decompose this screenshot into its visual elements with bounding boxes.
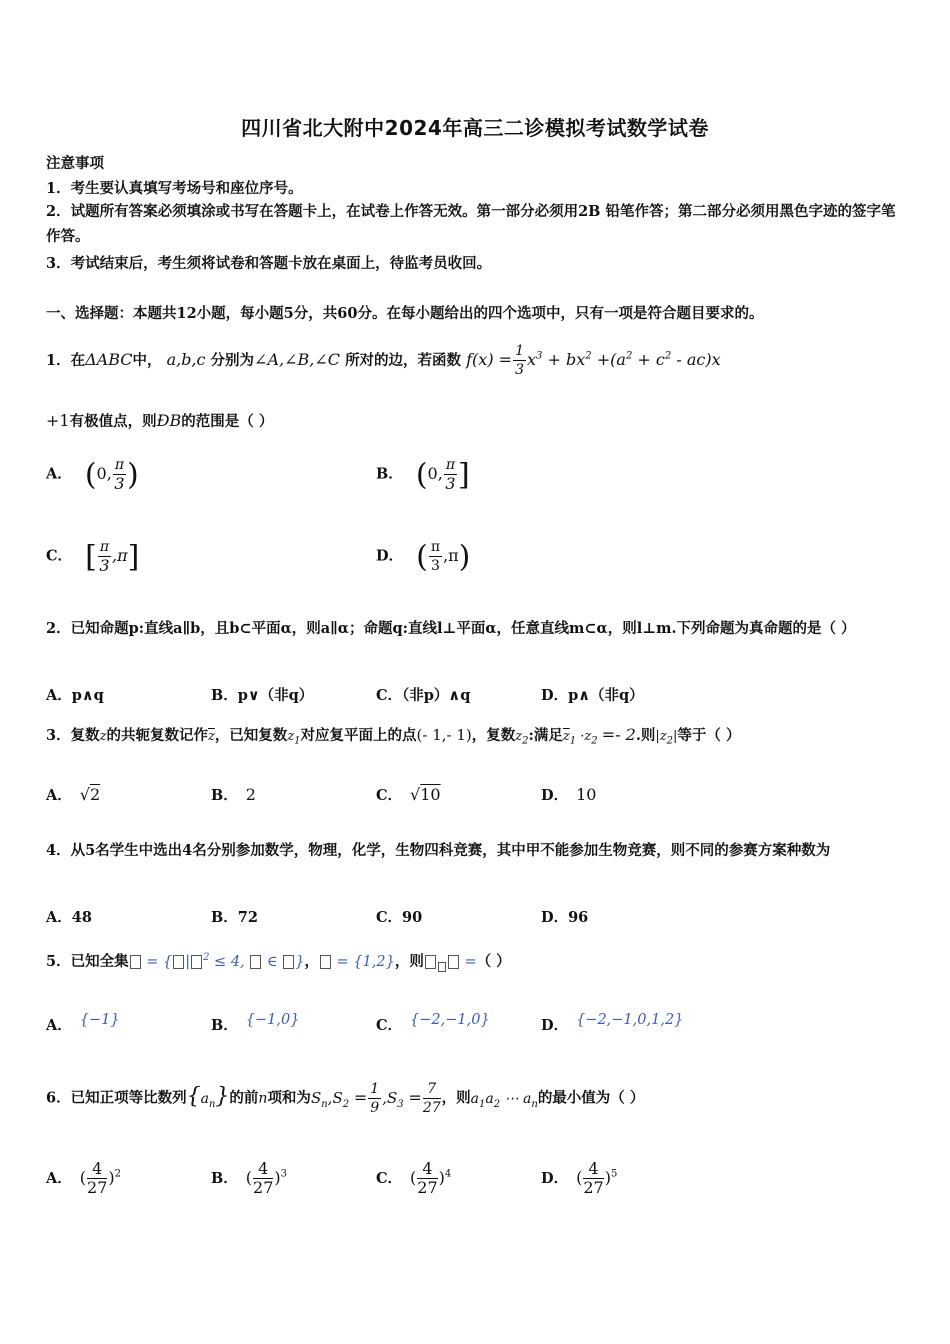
q3-text-2: 的共轭复数记作 — [106, 727, 208, 744]
q5-option-a-math: {−1} — [79, 1012, 120, 1028]
q3-text-7: .则 — [635, 727, 656, 744]
section-heading: 一、选择题：本题共12小题，每小题5分，共60分。在每小题给出的四个选项中，只有一项是符合题目要求的。 — [46, 305, 764, 322]
q6-text-4: ，则 — [441, 1089, 471, 1107]
q2-option-d[interactable]: D．p∧（非q） — [541, 687, 644, 704]
option-label: C． — [376, 1170, 403, 1187]
notice-item-1: 1．考生要认真填写考场号和座位序号。 — [46, 180, 303, 197]
question-5 — [46, 950, 511, 973]
q5-option-d-math: {−2,−1,0,1,2} — [576, 1012, 684, 1028]
q3-text-3: ，已知复数 — [214, 727, 288, 744]
option-label: D． — [541, 1170, 569, 1187]
q5-text-3: ，则 — [394, 953, 424, 970]
q1-option-b[interactable] — [376, 456, 470, 493]
option-label: D． — [541, 1017, 569, 1034]
option-label: D． — [376, 547, 404, 565]
q1-option-c-math: [ $\frac{\pi}{3}$ ,π] — [85, 539, 140, 575]
question-3 — [46, 724, 740, 747]
question-6 — [46, 1080, 644, 1117]
q3-z: z — [99, 729, 107, 744]
q6-option-d[interactable] — [541, 1160, 617, 1197]
q3-option-c-math: √10 — [410, 785, 441, 804]
option-label: A． — [46, 787, 72, 804]
q3-equation: $\overline{z}_1 \cdot z_2 =- 2$ — [562, 725, 636, 747]
q2-option-a[interactable]: A．p∧q — [46, 687, 104, 704]
q1-option-a-math: (0, $\frac{\pi}{3}$ ) — [84, 457, 139, 493]
q3-text-8: 等于（ ） — [677, 727, 741, 744]
q1-triangle: ΔABC — [85, 350, 133, 369]
option-label: B． — [376, 465, 403, 483]
q5-set-a: = {1,2} — [319, 954, 395, 970]
q1-angles: ∠A,∠B,∠C — [254, 350, 340, 369]
q4-option-a[interactable]: A．48 — [46, 909, 92, 926]
option-label: C． — [376, 1017, 403, 1034]
q6-option-a[interactable] — [46, 1160, 121, 1197]
q3-z2: $z_2$ — [515, 729, 529, 747]
q5-text-1: 5．已知全集 — [46, 953, 129, 970]
q3-option-b-math: 2 — [245, 785, 256, 804]
notice-item-3: 3．考试结束后，考生须将试卷和答题卡放在桌面上，待监考员收回。 — [46, 255, 492, 272]
q6-text-5: 的最小值为（ ） — [537, 1089, 645, 1107]
q6-option-b-math: ( $\frac{4}{27}$ )$^3$ — [245, 1159, 287, 1197]
q4-option-b[interactable]: B．72 — [211, 909, 258, 926]
option-label: D． — [541, 787, 569, 804]
q6-sums: $S_n,S_2$ = $\frac{1}{9}$ $,S_3$ = $\frac{7}{27}$ — [310, 1081, 441, 1116]
q3-z1: $z_1$ — [287, 729, 301, 747]
q1-text-5: 有极值点，则 — [69, 413, 157, 430]
q6-option-d-math: ( $\frac{4}{27}$ )$^5$ — [576, 1159, 618, 1197]
q2-option-c[interactable]: C．（非p）∧q — [376, 687, 471, 704]
q1-sides: a,b,c — [166, 350, 206, 369]
notice-heading: 注意事项 — [46, 155, 104, 172]
q2-option-b[interactable]: B．p∨（非q） — [211, 687, 314, 704]
q5-text-4: （ ） — [476, 953, 511, 970]
q6-sequence: $\{a_n\}$ — [186, 1083, 230, 1110]
question-2: 2．已知命题p:直线a∥b，且b⊂平面α，则a∥α；命题q:直线l⊥平面α，任意直线m⊂α，则l⊥m.下列命题为真命题的是（ ） — [46, 620, 856, 637]
q6-option-b[interactable] — [211, 1160, 287, 1197]
q3-point: (- 1,- 1) — [416, 726, 472, 744]
page-title: 四川省北大附中2024年高三二诊模拟考试数学试卷 — [241, 116, 709, 140]
q5-option-b[interactable] — [211, 1014, 299, 1035]
q6-option-c[interactable] — [376, 1160, 451, 1197]
option-label: B． — [211, 787, 238, 804]
q5-text-2: ， — [304, 953, 319, 970]
q5-option-c-math: {−2,−1,0} — [410, 1012, 490, 1028]
q1-text-6: 的范围是（ ） — [181, 413, 274, 430]
q1-text-1: 1．在 — [46, 352, 86, 369]
q6-option-a-math: ( $\frac{4}{27}$ )$^2$ — [79, 1159, 121, 1197]
q3-text-6: :满足 — [528, 727, 563, 744]
q5-complement: = — [424, 954, 477, 970]
q6-product: $a_1a_2$ ⋯ $a_n$ — [470, 1090, 538, 1110]
q1-option-c[interactable] — [46, 538, 139, 575]
q1-option-d[interactable] — [376, 538, 470, 575]
q3-abs-z2: $|z_2|$ — [655, 729, 678, 747]
q6-text-3: 项和为 — [267, 1089, 311, 1107]
q5-universal-set: = { | $^2$ ≤ 4, ∈ } — [129, 954, 305, 970]
q3-text-5: ，复数 — [471, 727, 516, 744]
q5-option-a[interactable] — [46, 1014, 120, 1035]
q3-zbar: $\overline{z}$ — [207, 729, 215, 744]
question-4: 4．从5名学生中选出4名分别参加数学，物理，化学，生物四科竞赛，其中甲不能参加生物竞赛，则不同的参赛方案种数为 — [46, 842, 831, 859]
question-1-cont — [46, 410, 273, 431]
q6-text-1: 6．已知正项等比数列 — [46, 1089, 187, 1107]
q6-option-c-math: ( $\frac{4}{27}$ )$^4$ — [410, 1159, 452, 1197]
q1-function: f(x) = $\frac{1}{3}$ $x^3 + bx^2 +(a^2 + c^2 - ac)x$ — [466, 343, 721, 378]
q1-plus-one: +1 — [46, 411, 70, 430]
option-label: C． — [376, 787, 403, 804]
option-label: A． — [46, 1170, 72, 1187]
q3-text-4: 对应复平面上的点 — [300, 727, 417, 744]
q1-angle-b: ÐB — [156, 411, 182, 430]
q5-option-b-math: {−1,0} — [245, 1012, 300, 1028]
q1-text-3: 分别为 — [210, 352, 255, 369]
option-label: C． — [46, 547, 73, 565]
q1-option-b-math: (0, $\frac{\pi}{3}$ ] — [415, 457, 470, 493]
q1-option-d-math: ( $\frac{\pi}{3}$ ,π) — [416, 539, 471, 574]
q6-n: n — [258, 1090, 268, 1107]
q3-option-b[interactable] — [211, 784, 256, 805]
q1-option-a[interactable] — [46, 456, 139, 493]
q4-option-c[interactable]: C．90 — [376, 909, 423, 926]
q4-option-d[interactable]: D．96 — [541, 909, 589, 926]
q3-option-d-math: 10 — [576, 785, 597, 804]
option-label: A． — [46, 1017, 72, 1034]
option-label: B． — [211, 1170, 238, 1187]
q3-option-a-math: √2 — [79, 785, 101, 804]
q3-option-a[interactable] — [46, 784, 100, 805]
q6-text-2: 的前 — [229, 1089, 259, 1107]
q5-option-d[interactable] — [541, 1014, 683, 1035]
notice-item-2: 2．试题所有答案必须填涂或书写在答题卡上，在试卷上作答无效。第一部分必须用2B 铅笔作答；第二部分必须用黑色字迹的签字笔作答。 — [46, 203, 896, 245]
option-label: B． — [211, 1017, 238, 1034]
q3-option-c[interactable] — [376, 784, 441, 805]
option-label: A． — [46, 465, 72, 483]
q3-option-d[interactable] — [541, 784, 596, 805]
q1-text-2: 中， — [132, 352, 162, 369]
q5-option-c[interactable] — [376, 1014, 490, 1035]
q1-text-4: 所对的边，若函数 — [345, 352, 462, 369]
q3-text-1: 3．复数 — [46, 727, 100, 744]
question-1 — [46, 342, 721, 379]
